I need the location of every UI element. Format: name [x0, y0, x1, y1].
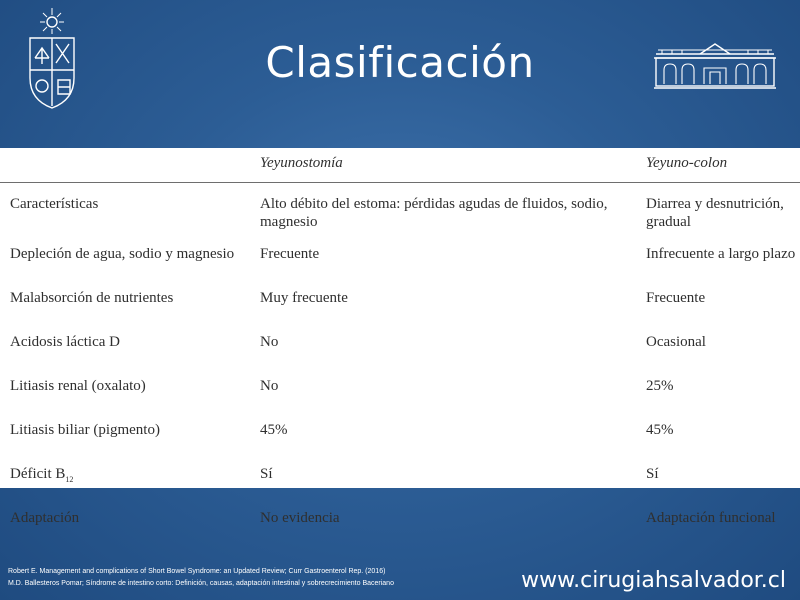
website-url: www.cirugiahsalvador.cl: [521, 568, 786, 593]
header-cell-yeyuno-colon: Yeyuno-colon: [636, 148, 800, 183]
cell-yeyunostomia: 45%: [260, 422, 288, 438]
table-header-row: [0, 148, 800, 183]
slide-title: Clasificación: [265, 38, 535, 87]
row-label: Acidosis láctica D: [10, 334, 120, 350]
hospital-building-logo: [652, 40, 778, 92]
cell-yeyunostomia: Frecuente: [260, 246, 320, 262]
cell-yeyuno-colon: 25%: [646, 378, 674, 394]
cell-yeyunostomia: Sí: [260, 466, 273, 482]
cell-yeyuno-colon: 45%: [646, 422, 674, 438]
header-cell-empty: [0, 148, 250, 183]
row-label-subscript: 12: [65, 475, 74, 484]
cell-yeyunostomia: No: [260, 334, 279, 350]
table-row: [0, 281, 800, 325]
table-row: [0, 237, 800, 281]
row-label: Adaptación: [10, 510, 80, 526]
cell-yeyunostomia: No evidencia: [260, 510, 340, 526]
table-row: [0, 183, 800, 238]
references: [8, 566, 394, 590]
table-row: [0, 501, 800, 545]
cell-yeyuno-colon: Infrecuente a largo plazo: [646, 246, 796, 262]
cell-yeyunostomia: Muy frecuente: [260, 290, 348, 306]
row-label: Malabsorción de nutrientes: [10, 290, 174, 306]
row-label: [0, 457, 250, 501]
cell-yeyunostomia: Alto débito del estoma: pérdidas agudas de fluidos, sodio, magnesio: [260, 196, 608, 230]
cell-yeyuno-colon: Adaptación funcional: [646, 510, 776, 526]
table-row: [0, 369, 800, 413]
header-cell-yeyunostomia: Yeyunostomía: [250, 148, 636, 183]
cell-yeyuno-colon: Sí: [646, 466, 659, 482]
comparison-table: [0, 148, 800, 545]
table-row: [0, 457, 800, 501]
reference-line: Robert E. Management and complications of Short Bowel Syndrome: an Updated Review; Curr Gastroenterol Rep. (2016): [8, 568, 386, 575]
row-label: Litiasis biliar (pigmento): [10, 422, 160, 438]
cell-yeyuno-colon: Frecuente: [646, 290, 706, 306]
comparison-table-panel: [0, 148, 800, 526]
table-row: [0, 325, 800, 369]
table-row: [0, 413, 800, 457]
reference-line: M.D. Ballesteros Pomar; Síndrome de intestino corto: Definición, causas, adaptación intestinal y sobrecrecimiento Baceriano: [8, 580, 394, 587]
cell-yeyuno-colon: Diarrea y desnutrición, gradual: [646, 196, 784, 230]
row-label: Depleción de agua, sodio y magnesio: [10, 246, 235, 262]
cell-yeyuno-colon: Ocasional: [646, 334, 706, 350]
cell-yeyunostomia: No: [260, 378, 279, 394]
row-label: Litiasis renal (oxalato): [10, 378, 146, 394]
row-label: Características: [10, 196, 99, 212]
row-label-main: Déficit B: [10, 466, 66, 482]
